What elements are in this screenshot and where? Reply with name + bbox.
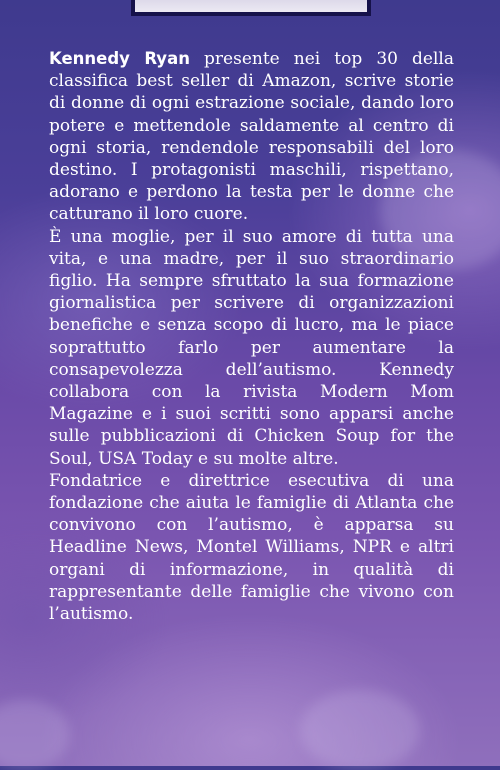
bio-paragraph-1-text: presente nei top 30 della classifica best seller di Amazon, scrive storie di donne di ogni estrazione sociale, dando loro potere e mettendole saldamente al centro di ogni storia, rendendole responsabili del loro destino. I protagonisti maschili, rispettano, adorano e perdono la testa per le donne che catturano il loro cuore.: [49, 49, 454, 225]
author-name: Kennedy Ryan: [49, 49, 190, 68]
background-bokeh: [0, 700, 70, 770]
bio-paragraph-2: È una moglie, per il suo amore di tutta una vita, e una madre, per il suo straordinario figlio. Ha sempre sfruttato la sua formazione giornalistica per scrivere di organizzazioni benefiche e senza scopo di lucro, ma le piace soprattutto farlo per aumentare la consapevolezza dell’autismo. Kennedy collabora con la rivista Modern Mom Magazine e i suoi scritti sono apparsi anche sulle pubblicazioni di Chicken Soup for the Soul, USA Today e su molte altre.: [49, 226, 454, 469]
bio-paragraph-3: Fondatrice e direttrice esecutiva di una fondazione che aiuta le famiglie di Atlanta che convivono con l’autismo, è apparsa su Headline News, Montel Williams, NPR e altri organi di informazione, in qualità di rappresentante delle famiglie che vivono con l’autismo.: [49, 470, 454, 625]
background-bokeh: [300, 690, 420, 770]
author-photo: [131, 0, 371, 16]
bio-paragraph-1: [49, 48, 454, 226]
author-biography: [49, 48, 454, 625]
